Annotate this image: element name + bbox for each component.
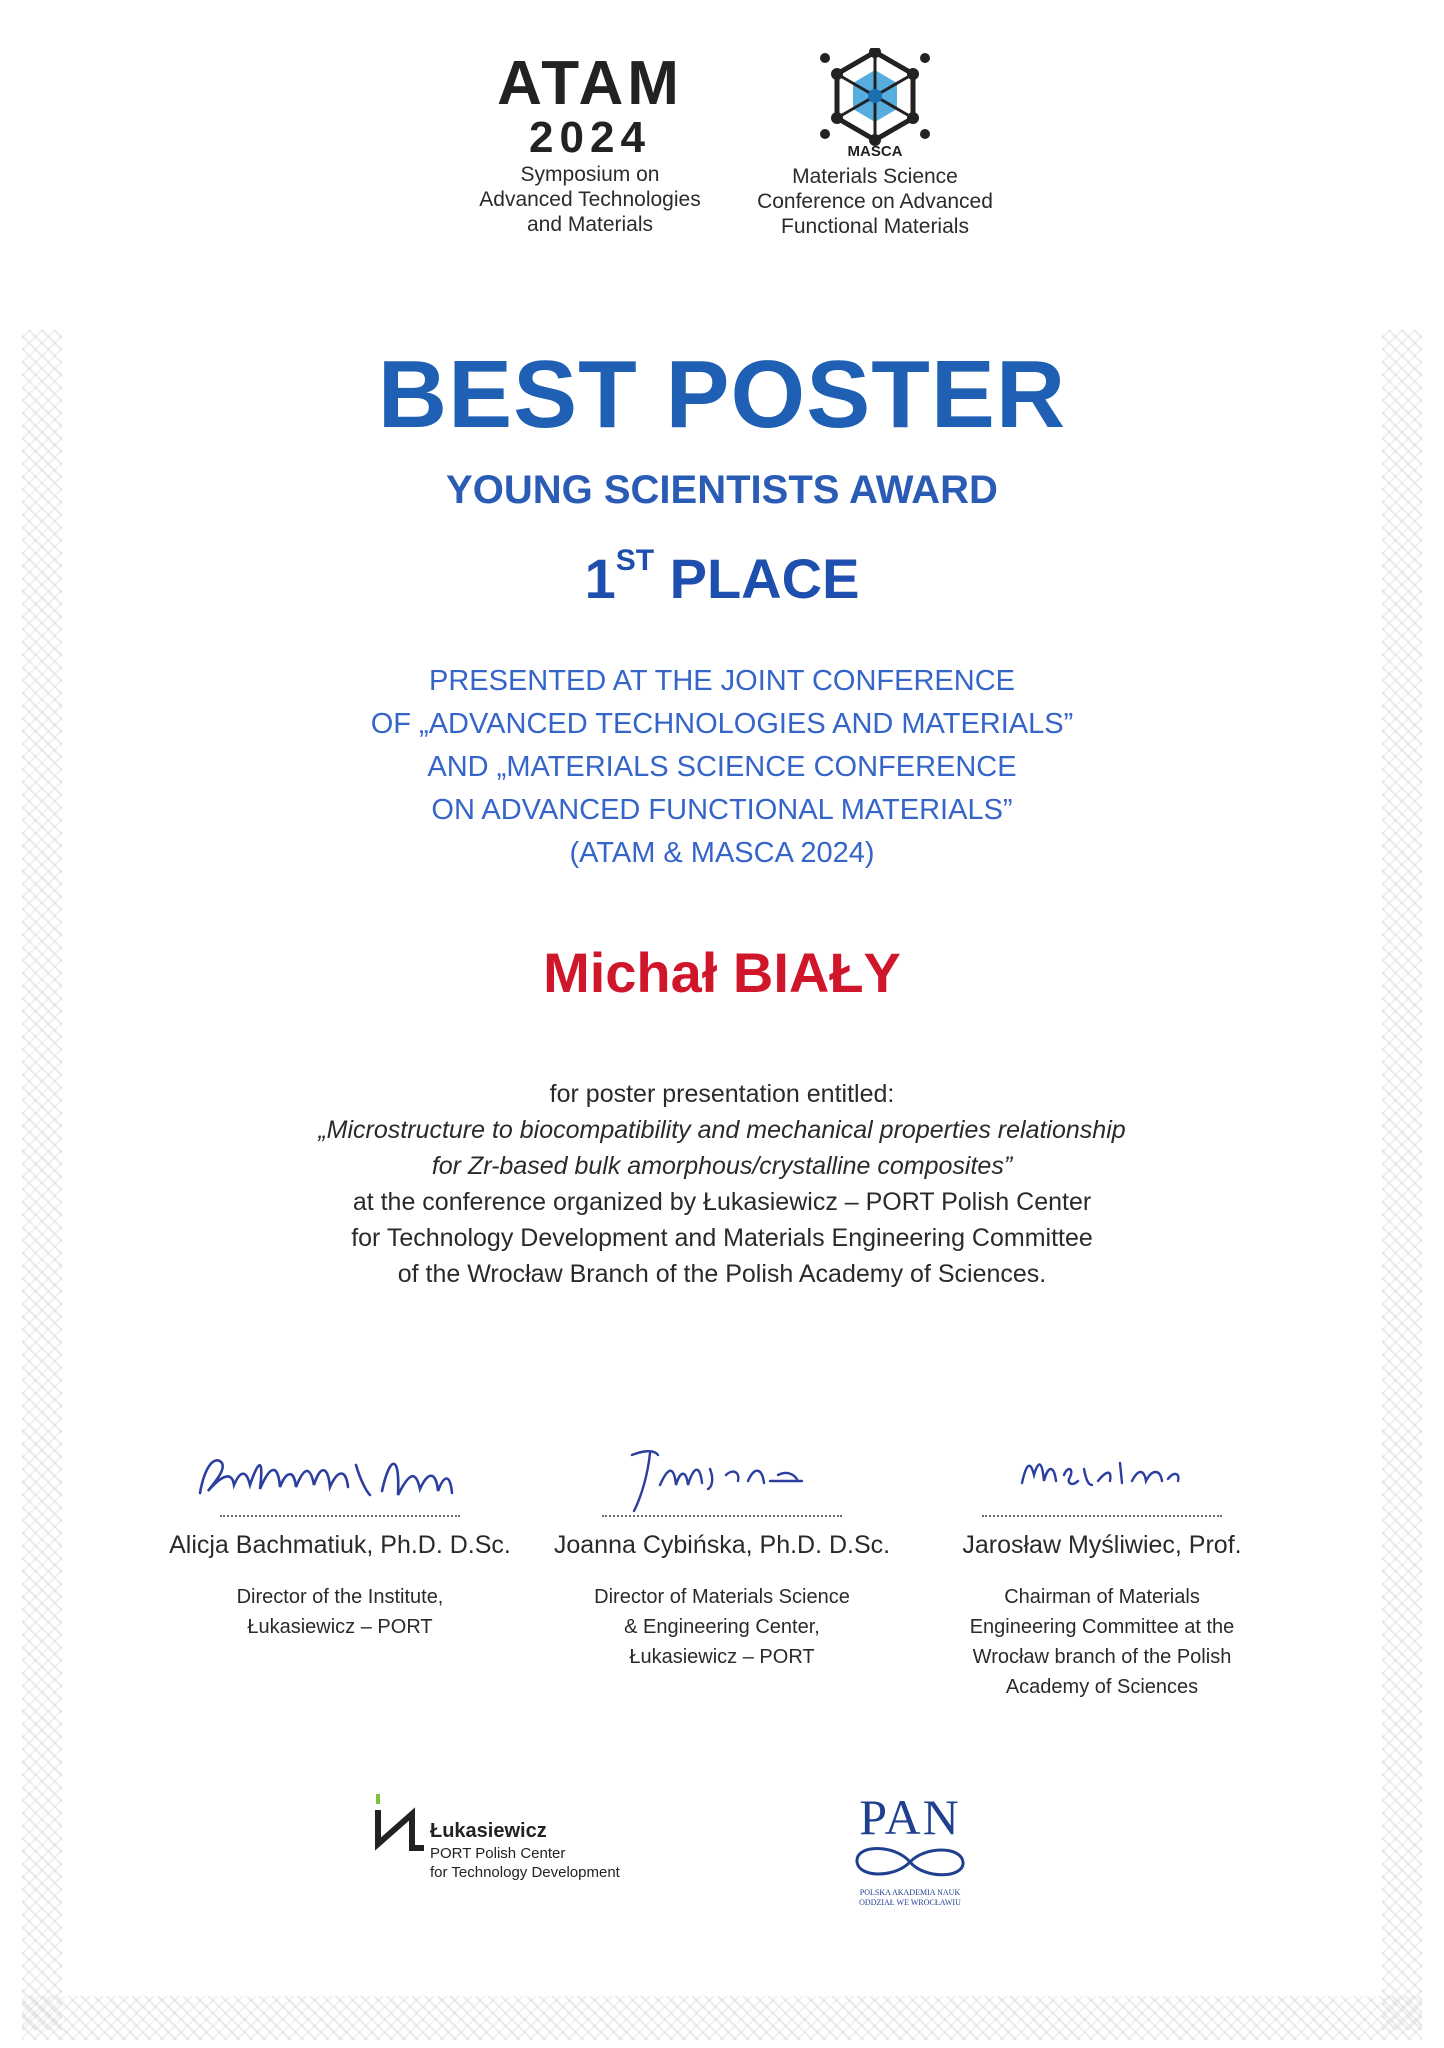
award-title: BEST POSTER bbox=[377, 341, 1067, 448]
signature-image bbox=[542, 1425, 902, 1515]
presented-line: OF „ADVANCED TECHNOLOGIES AND MATERIALS” bbox=[370, 708, 1074, 740]
masca-molecule-icon bbox=[735, 48, 1015, 160]
atam-subtitle-line: and Materials bbox=[526, 213, 654, 236]
award-place bbox=[0, 544, 1444, 611]
signatory-role bbox=[150, 1582, 530, 1642]
masca-subtitle-line: Functional Materials bbox=[781, 215, 969, 238]
signature-line bbox=[982, 1515, 1222, 1517]
masca-logo-name: MASCA bbox=[847, 143, 903, 160]
presented-at-block bbox=[0, 660, 1444, 875]
signatory-3 bbox=[912, 1425, 1292, 1702]
presented-line: ON ADVANCED FUNCTIONAL MATERIALS” bbox=[431, 794, 1013, 826]
signatory-2 bbox=[532, 1425, 912, 1672]
signatory-1 bbox=[150, 1425, 530, 1642]
signatory-role-line: Chairman of Materials bbox=[1004, 1586, 1200, 1608]
pan-logo bbox=[845, 1789, 975, 1912]
pan-subtitle-line: POLSKA AKADEMIA NAUK bbox=[859, 1888, 961, 1897]
atam-logo-year: 2024 bbox=[529, 113, 651, 158]
pan-subtitle-line: ODDZIAŁ WE WROCŁAWIU bbox=[859, 1898, 961, 1907]
signature-image bbox=[160, 1425, 520, 1515]
signatory-role-line: Wrocław branch of the Polish bbox=[972, 1646, 1232, 1668]
signature-line bbox=[220, 1515, 460, 1517]
signatory-role-line: Academy of Sciences bbox=[1005, 1676, 1199, 1698]
award-subtitle: YOUNG SCIENTISTS AWARD bbox=[446, 468, 998, 512]
atam-wordmark bbox=[440, 48, 740, 158]
watermark-bottom-border bbox=[22, 1996, 1422, 2040]
signature-line bbox=[602, 1515, 842, 1517]
atam-subtitle-line: Advanced Technologies bbox=[479, 188, 701, 211]
signatory-role-line: Łukasiewicz – PORT bbox=[629, 1646, 815, 1668]
masca-subtitle-line: Conference on Advanced bbox=[757, 190, 993, 213]
pan-name: PAN bbox=[859, 1789, 961, 1845]
poster-title-line: for Zr-based bulk amorphous/crystalline composites” bbox=[431, 1152, 1013, 1180]
atam-logo bbox=[440, 48, 740, 237]
signatory-role-line: Director of the Institute, bbox=[236, 1586, 444, 1608]
masca-logo bbox=[735, 48, 1015, 239]
signatory-role-line: & Engineering Center, bbox=[624, 1616, 820, 1638]
signatory-name: Alicja Bachmatiuk, Ph.D. D.Sc. bbox=[169, 1531, 511, 1559]
organizer-line: at the conference organized by Łukasiewicz – PORT Polish Center bbox=[352, 1188, 1092, 1216]
presented-line: AND „MATERIALS SCIENCE CONFERENCE bbox=[427, 751, 1017, 783]
signatory-role-line: Director of Materials Science bbox=[594, 1586, 850, 1608]
atam-subtitle bbox=[440, 162, 740, 237]
signature-image bbox=[922, 1425, 1282, 1515]
citation-text bbox=[0, 1076, 1444, 1292]
masca-subtitle-line: Materials Science bbox=[792, 165, 958, 188]
place-number: 1 bbox=[584, 547, 616, 610]
signatory-role bbox=[912, 1582, 1292, 1702]
pan-subtitle bbox=[845, 1888, 975, 1908]
signatory-role bbox=[532, 1582, 912, 1672]
organizer-line: of the Wrocław Branch of the Polish Academy of Sciences. bbox=[397, 1260, 1047, 1288]
presented-line: PRESENTED AT THE JOINT CONFERENCE bbox=[428, 665, 1015, 697]
lukasiewicz-subtitle-line: for Technology Development bbox=[430, 1864, 620, 1881]
signatory-name: Jarosław Myśliwiec, Prof. bbox=[962, 1531, 1242, 1559]
atam-logo-name: ATAM bbox=[497, 49, 683, 118]
pan-infinity-icon bbox=[845, 1842, 975, 1882]
signatory-name: Joanna Cybińska, Ph.D. D.Sc. bbox=[553, 1531, 891, 1559]
masca-subtitle bbox=[735, 164, 1015, 239]
place-suffix: ST bbox=[615, 544, 655, 577]
lukasiewicz-name: Łukasiewicz bbox=[430, 1820, 547, 1842]
lukasiewicz-logo bbox=[372, 1786, 672, 1896]
organizer-line: for Technology Development and Materials Engineering Committee bbox=[351, 1224, 1093, 1252]
poster-title-line: „Microstructure to biocompatibility and mechanical properties relationship bbox=[318, 1116, 1126, 1144]
presented-line: (ATAM & MASCA 2024) bbox=[569, 837, 875, 869]
atam-subtitle-line: Symposium on bbox=[520, 163, 660, 186]
signatory-role-line: Łukasiewicz – PORT bbox=[247, 1616, 433, 1638]
place-word: PLACE bbox=[669, 547, 860, 610]
signatory-role-line: Engineering Committee at the bbox=[969, 1616, 1235, 1638]
citation-intro: for poster presentation entitled: bbox=[549, 1080, 895, 1108]
recipient-name: Michał BIAŁY bbox=[543, 941, 901, 1004]
lukasiewicz-mark-icon bbox=[372, 1792, 428, 1862]
lukasiewicz-subtitle bbox=[430, 1844, 620, 1882]
lukasiewicz-subtitle-line: PORT Polish Center bbox=[430, 1845, 566, 1862]
